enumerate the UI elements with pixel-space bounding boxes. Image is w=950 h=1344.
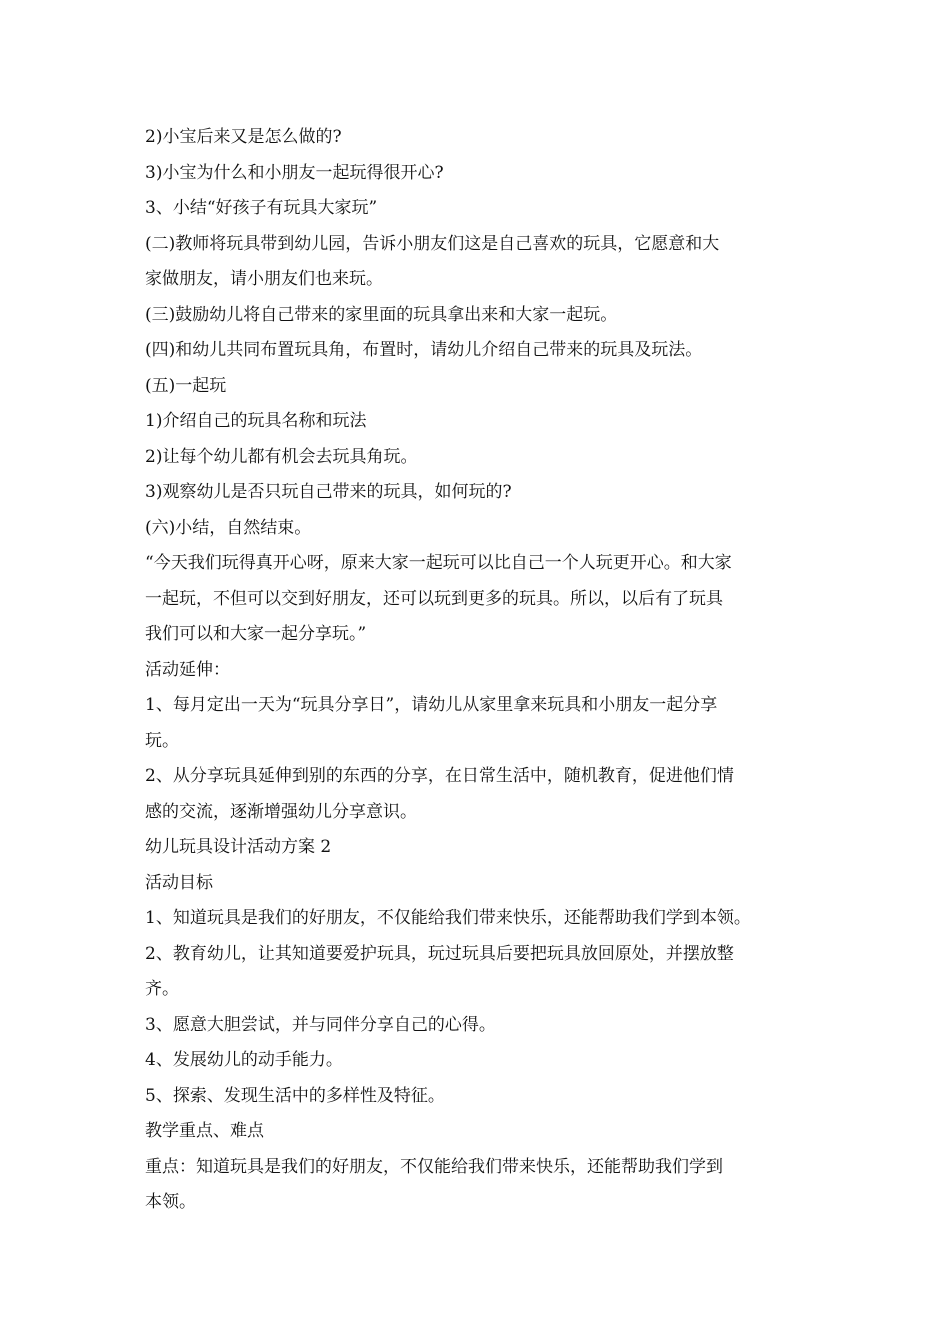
text-line: (五)一起玩 <box>145 375 227 396</box>
text-line: 玩。 <box>145 730 179 751</box>
text-line: 一起玩，不但可以交到好朋友，还可以玩到更多的玩具。所以，以后有了玩具 <box>145 588 723 609</box>
section-heading: 活动目标 <box>145 872 213 893</box>
text-line: 3)观察幼儿是否只玩自己带来的玩具，如何玩的? <box>145 482 512 502</box>
text-line: (二)教师将玩具带到幼儿园，告诉小朋友们这是自己喜欢的玩具，它愿意和大 <box>145 233 720 254</box>
text-line: 齐。 <box>145 979 179 999</box>
text-line: 1、知道玩具是我们的好朋友，不仅能给我们带来快乐，还能帮助我们学到本领。 <box>145 908 751 928</box>
text-line: 1、每月定出一天为“玩具分享日”，请幼儿从家里拿来玩具和小朋友一起分享 <box>145 695 718 715</box>
text-line: 3、小结“好孩子有玩具大家玩” <box>145 198 378 218</box>
text-line: 3、愿意大胆尝试，并与同伴分享自己的心得。 <box>145 1014 496 1035</box>
section-heading: 活动延伸： <box>145 659 230 680</box>
text-line: 家做朋友，请小朋友们也来玩。 <box>145 269 383 289</box>
document-body <box>145 120 825 1221</box>
text-line: 感的交流，逐渐增强幼儿分享意识。 <box>145 801 417 822</box>
text-line: 重点：知道玩具是我们的好朋友，不仅能给我们带来快乐，还能帮助我们学到 <box>145 1156 723 1177</box>
text-line: 5、探索、发现生活中的多样性及特征。 <box>145 1085 445 1106</box>
text-line: 2)让每个幼儿都有机会去玩具角玩。 <box>145 446 418 467</box>
section-heading: 教学重点、难点 <box>145 1121 264 1141</box>
text-line: 本领。 <box>145 1192 196 1212</box>
text-line: 2)小宝后来又是怎么做的? <box>145 127 342 147</box>
text-line: (三)鼓励幼儿将自己带来的家里面的玩具拿出来和大家一起玩。 <box>145 304 618 325</box>
text-line: “今天我们玩得真开心呀，原来大家一起玩可以比自己一个人玩更开心。和大家 <box>145 553 732 573</box>
text-line: 1)介绍自己的玩具名称和玩法 <box>145 411 367 431</box>
text-line: 2、从分享玩具延伸到别的东西的分享，在日常生活中，随机教育，促进他们情 <box>145 766 734 786</box>
text-line: (六)小结，自然结束。 <box>145 517 312 538</box>
text-line: 3)小宝为什么和小朋友一起玩得很开心? <box>145 162 444 183</box>
text-line: 我们可以和大家一起分享玩。” <box>145 624 367 644</box>
document-subtitle: 幼儿玩具设计活动方案 2 <box>145 837 332 857</box>
text-line: (四)和幼儿共同布置玩具角，布置时，请幼儿介绍自己带来的玩具及玩法。 <box>145 340 703 360</box>
text-line: 4、发展幼儿的动手能力。 <box>145 1050 343 1070</box>
text-line: 2、教育幼儿，让其知道要爱护玩具，玩过玩具后要把玩具放回原处，并摆放整 <box>145 943 734 964</box>
